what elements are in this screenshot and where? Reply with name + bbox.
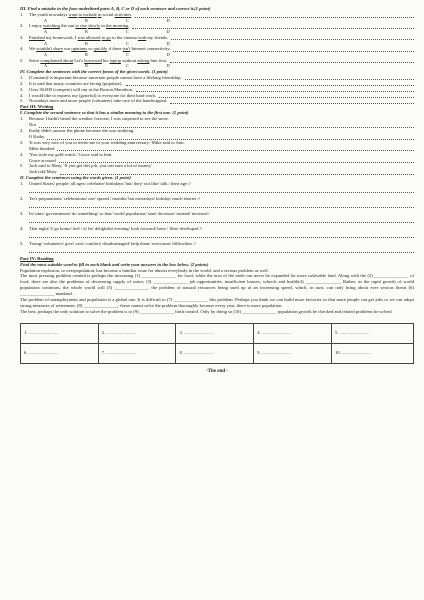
original-sentence: Because I hadn't heard the weather forecast, I was surprised to see the snow. [29,116,169,122]
option-letter: B [85,63,88,69]
sentence-fragment: social [101,11,115,17]
underlined-part: borrowed [84,57,102,63]
underlined-part: to include [78,11,97,17]
answer-blank[interactable]: .......................... [260,350,292,356]
underlined-part: opinions [71,46,88,52]
cue-text: Young/ volunteers/ give/ care/ comfort/ disadvantaged/ help them/ overcome/ difficulties // [29,240,196,246]
item-number: 3. [20,86,24,92]
original-sentence: Kathy didn't answer the phone because she was studying. [29,128,135,133]
answer-box[interactable] [21,343,99,363]
sentence-fragment: my homework, I [44,34,78,40]
answer-box[interactable] [176,343,254,363]
answer-box[interactable] [98,323,176,343]
reading-passage [20,268,414,315]
item-number: 1. [20,116,24,122]
passage-paragraph: Population explosion, or overpopulation, has become a familiar issue for almost everybody in the world, and a serious problem as well. [20,267,269,273]
item-number: 4. [20,46,24,52]
answer-box-number: 1. [24,330,28,336]
sentence-fragment: I enjoy [29,23,44,29]
sentence-fragment: my friends. [146,34,169,40]
item-number: 1. [20,11,24,17]
answer-box-number: 2. [101,330,106,336]
underlined-part: to rise [75,23,87,29]
mistake-sentence [20,23,414,29]
answer-blank[interactable]: .......................... [105,350,137,356]
underlined-part: isn't [122,46,131,52]
answer-line[interactable] [136,87,414,93]
answer-blank[interactable]: .......................... [338,330,370,336]
word-form-items [20,75,414,105]
item-number: 5. [20,57,24,63]
option-letter: D [166,17,170,23]
answer-line[interactable] [173,46,414,52]
sentence-fragment: Liz's [73,57,85,63]
option-letter: D [166,52,170,58]
mistake-section-heading: III. Find a mistake in the four underlined parts A, B, C or D of each sentence and correct it.(1 point) [20,6,211,11]
sentence-text: Nowadays more and more people (volunteer) take care of the handicapped. [29,98,168,104]
option-letter: C [125,63,129,69]
reading-part-title: Part IV: Reading [20,255,54,261]
sentence-fragment: in [100,23,106,29]
item-number: 3. [20,34,24,40]
underlined-part: laptop [109,57,121,63]
answer-box-table [20,323,414,364]
option-letter: A [44,52,48,58]
item-number: 4. [20,92,24,98]
sentence-fragment: without [120,57,138,63]
sentence-fragment: the sun [59,23,76,29]
item-number: 3. [20,210,24,216]
answer-blank[interactable]: .......................... [27,350,59,356]
end-marker: -The end - [206,368,228,374]
answer-box-number: 9. [257,350,261,356]
sentence-text: I would like to express my (grateful) to everyone for their hard work. [29,92,157,98]
item-number: 5. [20,98,24,104]
answer-box-number: 7. [101,350,106,356]
answer-blank[interactable]: .......................... [27,330,59,336]
option-letter: C [125,52,129,58]
answer-line[interactable] [57,146,414,152]
answer-box[interactable] [254,323,332,343]
original-sentence: Jack said to Mary, 'If you get this job, you can earn a lot of money.' [29,163,153,169]
sentence-fragment: his [101,57,110,63]
option-letter: A [44,17,48,23]
rewrite-heading: I. Complete the second sentence so that it has a similar meaning to the first one. (1 point) [20,110,189,116]
word-form-heading: IV. Complete the sentences with the correct forms of the given words. (1 point) [20,68,168,74]
mistake-sentence [20,12,414,18]
cue-text: That night/ I/ go home/ feel / it/ be/ delightful evening/ look forward/ have / film/ developed // [29,225,203,231]
reading-heading: Find the most suitable word to fill in each blank and write your answers in the box below. (2 points) [20,261,209,267]
answer-blank[interactable]: .......................... [182,330,214,336]
original-sentence: 'It was very nice of you to invite me to your wedding anniversary,' Mike said to Ann. [29,139,185,145]
original-sentence: 'You stole my gold watch,' Grace said to him. [29,151,113,157]
sentence-fragment: if there [107,46,123,52]
answer-blank[interactable]: .......................... [260,330,292,336]
sentence-text [29,46,170,52]
option-letter: A [44,40,48,46]
answer-box[interactable] [254,343,332,363]
answer-line[interactable] [170,98,414,104]
answer-box-number: 10. [334,350,341,356]
underlined-part: activities [114,11,132,17]
underlined-part: wouldn't share [36,46,63,52]
sentence-fragment: The youth nowadays [29,11,69,17]
sentence-fragment: to the cinema [110,34,138,40]
item-number: 3. [20,139,24,145]
rewrite-items [20,116,414,175]
answer-line[interactable] [39,122,414,128]
answer-blank[interactable]: .......................... [182,350,214,356]
sentence-fragment: . [131,11,133,17]
sentence-build-heading: II. Complete the sentences using the words given. (1 point) [20,175,131,181]
sentence-fragment: our [62,46,72,52]
item-number: 4. [20,151,24,157]
writing-part-title: Part III: Writing [20,104,54,110]
option-letter: C [125,29,129,35]
mistake-sentence [20,58,414,64]
option-letter: A [44,29,48,35]
option-letter: A [44,63,48,69]
item-number: 2. [20,128,24,133]
underlined-part: the morning [106,23,129,29]
option-letter: D [166,40,170,46]
passage-paragraph: The most pressing problem created is perhaps the increasing (1) _______________ for food, while the area of the earth can never be expanded for more cultivable land. Along with the (2) _______________ of food, there are also the problems of decreasing supply of water, (3) _______________ job opportunities, insufficient houses, schools and health(4) _______________. Rather, as the rapid growth of world population continues, the whole world will (5) _______________ the problem of natural resources being used up at an increasing speed, which, in turn, can only bring about ever serious threat (6) _______________ mankind. [20,273,414,297]
underlined-part: Finished [29,34,45,40]
item-number: 1. [20,74,24,80]
sentence-fragment: Internet connectivity. [130,46,171,52]
item-number: 5. [20,240,24,246]
answer-box-number: 3. [179,330,183,336]
sentence-text: It is said that many countries are facing (populate). [29,80,123,86]
sentence-text [29,35,168,41]
sentence-fragment: him first. [149,57,168,63]
underlined-part: in [97,11,102,17]
answer-line[interactable] [170,58,414,64]
answer-box[interactable] [331,343,413,363]
answer-line[interactable] [135,12,414,18]
answer-line[interactable] [185,75,414,81]
mistake-sentence [20,46,414,52]
item-number: 2. [20,80,24,86]
answer-blank[interactable]: .......................... [340,350,372,356]
item-number: 2. [20,23,24,29]
underlined-part: watching [43,23,60,29]
option-letter: C [125,17,129,23]
sentence-fragment: . [128,23,130,29]
mistake-sentence [20,35,414,41]
sentence-fragment: We [29,46,37,52]
option-letter: D [166,63,170,69]
option-letter: B [85,40,88,46]
sentence-text: (Constant) is important because uncertain people cannot have a lifelong friendship. [29,74,182,80]
passage-paragraph: The best, perhaps the only solution to solve the problem is to (9) _______________ birth control. Only by doing so (10) _______________ population growth be checked and related problems be solved [20,308,392,314]
answer-box-number: 6. [24,350,28,356]
option-letter: B [85,17,88,23]
answer-line[interactable] [171,35,414,41]
sentence-fragment: Steve [29,57,41,63]
item-number: 2. [20,196,24,202]
option-letter: C [125,40,129,46]
answer-box[interactable] [21,323,99,343]
underlined-part: slowly [87,23,101,29]
mistake-items [20,12,414,69]
passage-paragraph: The problem of unemployment and population is a global one. It is difficult to (7) _______________ this problem. Perhaps you think we can build more factories so that more people can get jobs or we can adopt strong measures of retirement. (8) _______________, these cannot solve the problem thoroughly because every year, there is more population. [20,297,414,308]
sentence-starter: Not [29,122,36,128]
answer-line[interactable] [159,93,414,99]
answer-blank[interactable]: .......................... [105,330,137,336]
underlined-part: with [138,34,147,40]
answer-box[interactable] [98,343,176,363]
option-letter: B [85,52,88,58]
cue-text: Tet's preparations/ celebrations/ use/ spread / months/ but nowadays/ holiday/ much shorter // [29,196,201,202]
answer-box-number: 5. [334,330,339,336]
item-number: 1. [20,181,24,187]
answer-box-number: 4. [257,330,261,336]
sentence-starter: Grace accused [29,157,56,163]
answer-line[interactable] [47,134,414,140]
answer-box[interactable] [176,323,254,343]
cue-text: United States/ people/ all ages/ celebrate/ birthdays/ but/ they/ not like/ talk / their age // [29,181,191,187]
answer-box[interactable] [331,323,413,343]
underlined-part: asking [137,57,150,63]
option-letter: D [166,29,170,35]
underlined-part: complained about [40,57,74,63]
option-letter: B [85,29,88,35]
sentence-fragment: so [87,46,94,52]
answer-line[interactable] [60,169,414,175]
sentence-build-items [20,181,414,256]
cue-text: In/ time/ governments/ do something/ so that/ world population/ start/ decrease/ instead/ increase// [29,210,210,216]
item-number: 5. [20,163,24,169]
sentence-text: Over 30,000 (compete) will run in the Boston Marathon. [29,86,134,92]
word-form-sentence [20,98,414,104]
underlined-part: want [68,11,78,17]
sentence-starter: Jack told Mary [29,169,57,175]
sentence-text [29,58,167,64]
answer-line[interactable] [132,23,414,29]
sentence-starter: If Kathy [29,133,45,139]
sentence-starter: Mike thanked [29,145,55,151]
underlined-part: to go [101,34,111,40]
underlined-part: quickly [93,46,108,52]
underlined-part: was allowed [77,34,101,40]
answer-line[interactable] [126,81,414,87]
answer-box-number: 8. [179,350,183,356]
answer-line[interactable] [59,158,414,164]
item-number: 4. [20,225,24,231]
